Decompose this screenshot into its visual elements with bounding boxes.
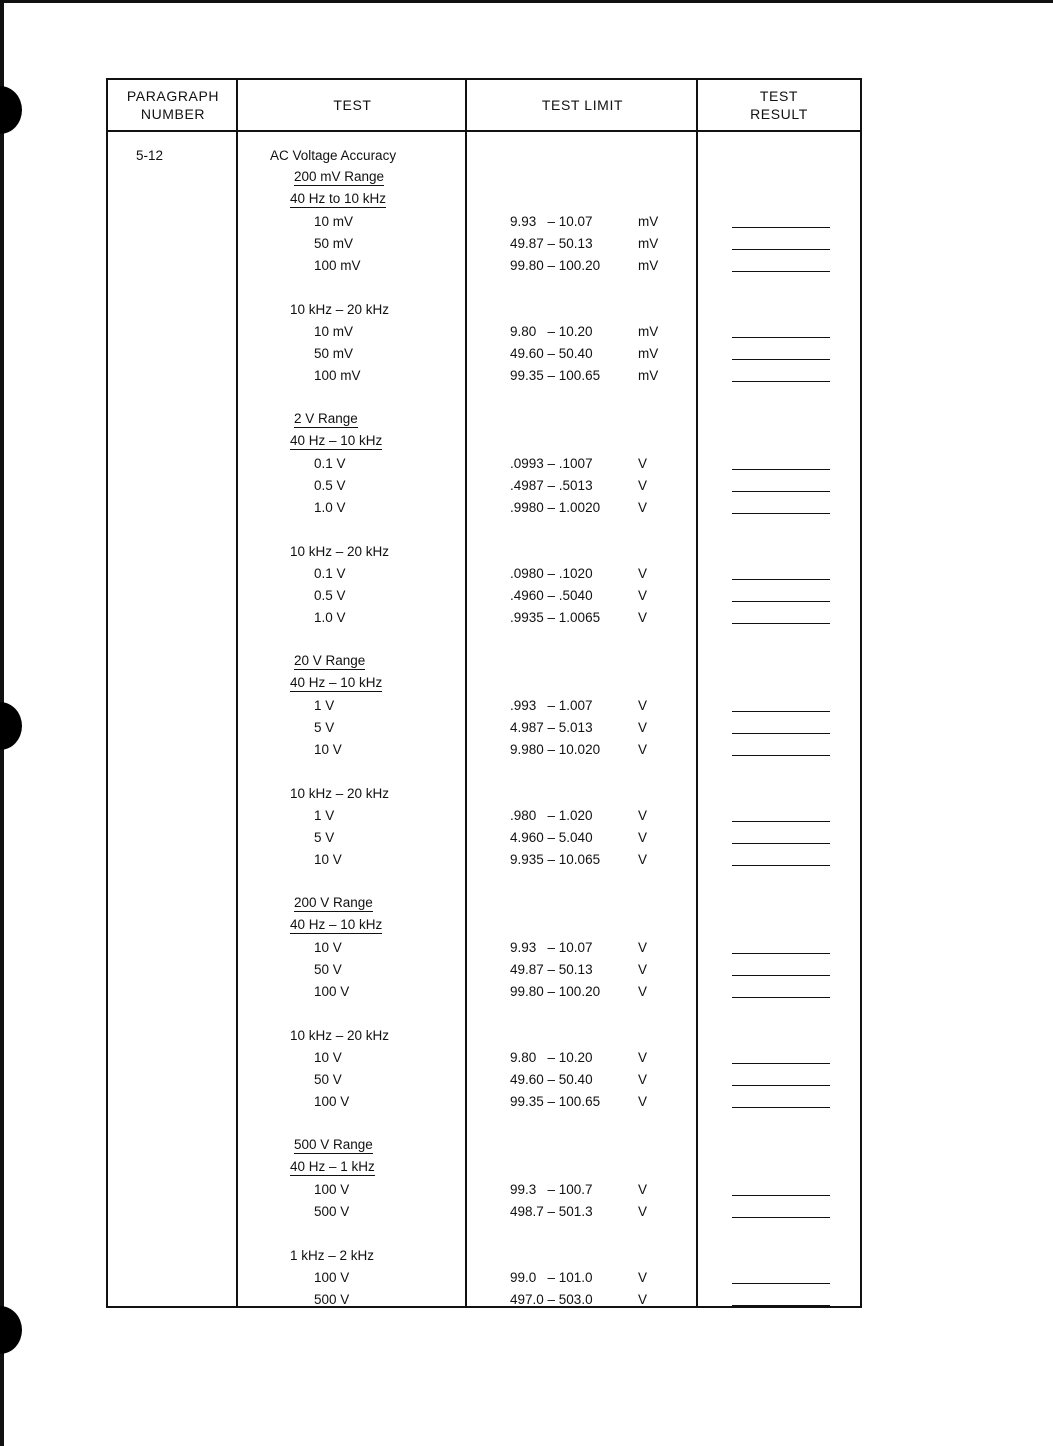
limit-range: 9.980 – 10.020 xyxy=(510,741,601,757)
result-entry-line[interactable] xyxy=(732,865,830,866)
limit-unit: V xyxy=(638,455,648,471)
limit-unit: V xyxy=(638,1203,648,1219)
test-value: 100 V xyxy=(314,1181,350,1197)
limit-range: .0993 – .1007 xyxy=(510,455,593,471)
test-limit xyxy=(510,716,700,738)
test-value: 10 mV xyxy=(314,213,354,229)
limit-range: 99.35 – 100.65 xyxy=(510,367,601,383)
result-entry-line[interactable] xyxy=(732,1305,830,1306)
limit-unit: V xyxy=(638,1093,648,1109)
test-value: 50 mV xyxy=(314,235,354,251)
limit-unit: V xyxy=(638,939,648,955)
range-heading-label: 2 V Range xyxy=(294,410,358,426)
test-value: 10 V xyxy=(314,1049,342,1065)
limit-unit: V xyxy=(638,1291,648,1307)
test-value: 1 V xyxy=(314,807,335,823)
column-divider xyxy=(236,80,238,1306)
limit-unit: V xyxy=(638,829,648,845)
frequency-band-label: 10 kHz – 20 kHz xyxy=(290,785,390,801)
result-entry-line[interactable] xyxy=(732,623,830,624)
test-limit xyxy=(510,496,700,518)
frequency-band-label: 10 kHz – 20 kHz xyxy=(290,543,390,559)
limit-range: .4987 – .5013 xyxy=(510,477,593,493)
limit-range: 9.80 – 10.20 xyxy=(510,1049,593,1065)
test-limit xyxy=(510,826,700,848)
test-limit xyxy=(510,364,700,386)
result-entry-line[interactable] xyxy=(732,491,830,492)
range-heading xyxy=(294,1134,373,1156)
limit-unit: mV xyxy=(638,323,659,339)
range-heading xyxy=(294,166,384,188)
test-value: 10 mV xyxy=(314,323,354,339)
test-value: 1.0 V xyxy=(314,609,346,625)
result-entry-line[interactable] xyxy=(732,227,830,228)
frequency-band-label: 10 kHz – 20 kHz xyxy=(290,301,390,317)
limit-range: 99.35 – 100.65 xyxy=(510,1093,601,1109)
result-entry-line[interactable] xyxy=(732,1283,830,1284)
range-heading xyxy=(294,408,358,430)
test-limit xyxy=(510,936,700,958)
range-heading-label: 200 V Range xyxy=(294,894,373,910)
limit-range: .9935 – 1.0065 xyxy=(510,609,601,625)
limit-range: 49.60 – 50.40 xyxy=(510,345,593,361)
test-value: 50 V xyxy=(314,1071,342,1087)
result-entry-line[interactable] xyxy=(732,469,830,470)
result-entry-line[interactable] xyxy=(732,711,830,712)
test-limit xyxy=(510,1068,700,1090)
result-entry-line[interactable] xyxy=(732,755,830,756)
limit-unit: V xyxy=(638,587,648,603)
limit-range: 9.80 – 10.20 xyxy=(510,323,593,339)
frequency-band-label: 40 Hz – 10 kHz xyxy=(290,432,383,448)
limit-range: 4.960 – 5.040 xyxy=(510,829,593,845)
limit-unit: V xyxy=(638,1049,648,1065)
limit-unit: V xyxy=(638,1269,648,1285)
limit-unit: mV xyxy=(638,257,659,273)
limit-unit: mV xyxy=(638,213,659,229)
frequency-band xyxy=(290,298,389,320)
result-entry-line[interactable] xyxy=(732,381,830,382)
test-limit xyxy=(510,804,700,826)
paragraph-number: 5-12 xyxy=(136,147,164,163)
test-limit xyxy=(510,1178,700,1200)
test-table xyxy=(106,78,862,1308)
test-limit xyxy=(510,1046,700,1068)
header-result-label: RESULT xyxy=(750,106,808,122)
limit-range: 9.93 – 10.07 xyxy=(510,939,593,955)
frequency-band-label: 40 Hz – 10 kHz xyxy=(290,674,383,690)
test-value: 500 V xyxy=(314,1291,350,1307)
binder-punch-hole xyxy=(0,702,22,750)
result-entry-line[interactable] xyxy=(732,513,830,514)
result-entry-line[interactable] xyxy=(732,953,830,954)
header-number-label: NUMBER xyxy=(140,106,206,122)
result-entry-line[interactable] xyxy=(732,1217,830,1218)
range-heading xyxy=(294,892,373,914)
frequency-band-label: 40 Hz – 1 kHz xyxy=(290,1158,375,1174)
limit-unit: V xyxy=(638,1181,648,1197)
test-limit xyxy=(510,232,700,254)
test-value: 100 mV xyxy=(314,257,361,273)
frequency-band-label: 40 Hz – 10 kHz xyxy=(290,916,383,932)
limit-range: 4.987 – 5.013 xyxy=(510,719,593,735)
test-value: 0.5 V xyxy=(314,587,346,603)
result-entry-line[interactable] xyxy=(732,975,830,976)
header-test-limit xyxy=(467,80,698,130)
result-entry-line[interactable] xyxy=(732,579,830,580)
limit-range: 99.80 – 100.20 xyxy=(510,257,601,273)
test-limit xyxy=(510,1288,700,1310)
limit-range: 498.7 – 501.3 xyxy=(510,1203,593,1219)
test-value: 1 V xyxy=(314,697,335,713)
result-entry-line[interactable] xyxy=(732,733,830,734)
limit-unit: V xyxy=(638,477,648,493)
frequency-band xyxy=(290,540,389,562)
test-limit xyxy=(510,958,700,980)
limit-unit: V xyxy=(638,741,648,757)
limit-unit: V xyxy=(638,719,648,735)
test-value: 100 V xyxy=(314,1269,350,1285)
test-value: 1.0 V xyxy=(314,499,346,515)
test-limit xyxy=(510,584,700,606)
limit-unit: V xyxy=(638,983,648,999)
frequency-band xyxy=(290,430,382,452)
result-entry-line[interactable] xyxy=(732,843,830,844)
limit-range: 99.80 – 100.20 xyxy=(510,983,601,999)
test-limit xyxy=(510,606,700,628)
test-value: 0.5 V xyxy=(314,477,346,493)
limit-unit: mV xyxy=(638,235,659,251)
header-paragraph-number xyxy=(108,80,238,130)
limit-range: .993 – 1.007 xyxy=(510,697,593,713)
frequency-band xyxy=(290,1244,374,1266)
result-entry-line[interactable] xyxy=(732,271,830,272)
limit-unit: V xyxy=(638,565,648,581)
limit-unit: V xyxy=(638,697,648,713)
binder-punch-hole xyxy=(0,1306,22,1354)
test-value: 100 V xyxy=(314,1093,350,1109)
limit-range: 9.935 – 10.065 xyxy=(510,851,601,867)
range-heading-label: 500 V Range xyxy=(294,1136,373,1152)
test-value: 50 V xyxy=(314,961,342,977)
limit-range: 99.3 – 100.7 xyxy=(510,1181,593,1197)
result-entry-line[interactable] xyxy=(732,337,830,338)
limit-unit: mV xyxy=(638,345,659,361)
result-entry-line[interactable] xyxy=(732,1063,830,1064)
result-entry-line[interactable] xyxy=(732,1085,830,1086)
test-limit xyxy=(510,474,700,496)
test-value: 0.1 V xyxy=(314,455,346,471)
frequency-band xyxy=(290,672,382,694)
range-heading-label: 200 mV Range xyxy=(294,168,385,184)
frequency-band xyxy=(290,782,389,804)
test-limit xyxy=(510,320,700,342)
test-limit xyxy=(510,562,700,584)
binder-punch-hole xyxy=(0,86,22,134)
test-limit xyxy=(510,1090,700,1112)
test-limit xyxy=(510,980,700,1002)
header-test xyxy=(238,80,467,130)
limit-range: 497.0 – 503.0 xyxy=(510,1291,593,1307)
limit-unit: V xyxy=(638,1071,648,1087)
limit-unit: V xyxy=(638,609,648,625)
result-entry-line[interactable] xyxy=(732,249,830,250)
limit-unit: V xyxy=(638,499,648,515)
limit-range: 49.87 – 50.13 xyxy=(510,961,593,977)
test-limit xyxy=(510,1200,700,1222)
test-value: 100 V xyxy=(314,983,350,999)
test-value: 100 mV xyxy=(314,367,361,383)
frequency-band xyxy=(290,1024,389,1046)
test-limit xyxy=(510,848,700,870)
section-title: AC Voltage Accuracy xyxy=(270,147,397,163)
header-test-label-1: TEST xyxy=(759,88,799,104)
limit-unit: V xyxy=(638,851,648,867)
result-entry-line[interactable] xyxy=(732,821,830,822)
test-value: 5 V xyxy=(314,719,335,735)
limit-range: .4960 – .5040 xyxy=(510,587,593,603)
test-limit xyxy=(510,452,700,474)
header-paragraph-label: PARAGRAPH xyxy=(126,88,220,104)
frequency-band xyxy=(290,188,386,210)
limit-range: 49.87 – 50.13 xyxy=(510,235,593,251)
test-value: 50 mV xyxy=(314,345,354,361)
limit-range: 9.93 – 10.07 xyxy=(510,213,593,229)
frequency-band-label: 1 kHz – 2 kHz xyxy=(290,1247,375,1263)
header-test-result xyxy=(698,80,860,130)
limit-range: .0980 – .1020 xyxy=(510,565,593,581)
limit-range: .980 – 1.020 xyxy=(510,807,593,823)
result-entry-line[interactable] xyxy=(732,359,830,360)
page-top-edge xyxy=(0,0,1053,3)
limit-unit: mV xyxy=(638,367,659,383)
limit-unit: V xyxy=(638,961,648,977)
result-entry-line[interactable] xyxy=(732,601,830,602)
result-entry-line[interactable] xyxy=(732,1107,830,1108)
test-value: 10 V xyxy=(314,939,342,955)
test-limit xyxy=(510,210,700,232)
test-value: 5 V xyxy=(314,829,335,845)
frequency-band-label: 10 kHz – 20 kHz xyxy=(290,1027,390,1043)
test-limit xyxy=(510,738,700,760)
test-value: 0.1 V xyxy=(314,565,346,581)
range-heading-label: 20 V Range xyxy=(294,652,366,668)
table-header xyxy=(108,80,860,132)
test-value: 10 V xyxy=(314,741,342,757)
limit-range: 99.0 – 101.0 xyxy=(510,1269,593,1285)
header-test-label: TEST xyxy=(333,97,372,113)
test-limit xyxy=(510,694,700,716)
test-value: 500 V xyxy=(314,1203,350,1219)
header-test-limit-label: TEST LIMIT xyxy=(541,97,624,113)
result-entry-line[interactable] xyxy=(732,1195,830,1196)
range-heading xyxy=(294,650,365,672)
result-entry-line[interactable] xyxy=(732,997,830,998)
column-divider xyxy=(465,80,467,1306)
test-limit xyxy=(510,1266,700,1288)
test-limit xyxy=(510,254,700,276)
frequency-band-label: 40 Hz to 10 kHz xyxy=(290,190,387,206)
limit-range: 49.60 – 50.40 xyxy=(510,1071,593,1087)
test-value: 10 V xyxy=(314,851,342,867)
limit-range: .9980 – 1.0020 xyxy=(510,499,601,515)
test-limit xyxy=(510,342,700,364)
limit-unit: V xyxy=(638,807,648,823)
frequency-band xyxy=(290,1156,375,1178)
frequency-band xyxy=(290,914,382,936)
